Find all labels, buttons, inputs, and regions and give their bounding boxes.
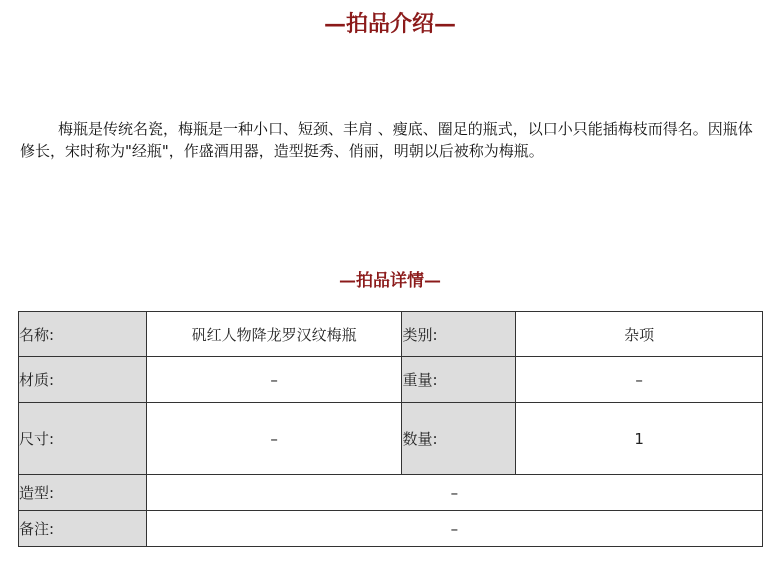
quantity-value: 1 — [516, 403, 763, 475]
weight-value: – — [516, 357, 763, 403]
intro-paragraph: 梅瓶是传统名瓷，梅瓶是一种小口、短颈、丰肩 、瘦底、圈足的瓶式，以口小只能插梅枝而得名。因瓶体修长，宋时称为"经瓶"，作盛酒用器，造型挺秀、俏丽，明朝以后被称为梅瓶。 — [20, 120, 753, 160]
table-row — [19, 312, 763, 357]
size-value: – — [146, 403, 402, 475]
category-value: 杂项 — [516, 312, 763, 357]
name-value: 矾红人物降龙罗汉纹梅瓶 — [146, 312, 402, 357]
details-section-title: —拍品详情— — [339, 271, 441, 291]
table-row — [19, 357, 763, 403]
table-row — [19, 403, 763, 475]
details-table — [18, 311, 763, 547]
category-label: 类别: — [402, 312, 516, 357]
material-label: 材质: — [19, 357, 147, 403]
name-label: 名称: — [19, 312, 147, 357]
shape-label: 造型: — [19, 475, 147, 511]
remark-label: 备注: — [19, 511, 147, 547]
weight-label: 重量: — [402, 357, 516, 403]
intro-section-title: —拍品介绍— — [323, 11, 456, 37]
shape-value: – — [146, 475, 762, 511]
quantity-label: 数量: — [402, 403, 516, 475]
table-row — [19, 475, 763, 511]
size-label: 尺寸: — [19, 403, 147, 475]
table-row — [19, 511, 763, 547]
remark-value: – — [146, 511, 762, 547]
material-value: – — [146, 357, 402, 403]
